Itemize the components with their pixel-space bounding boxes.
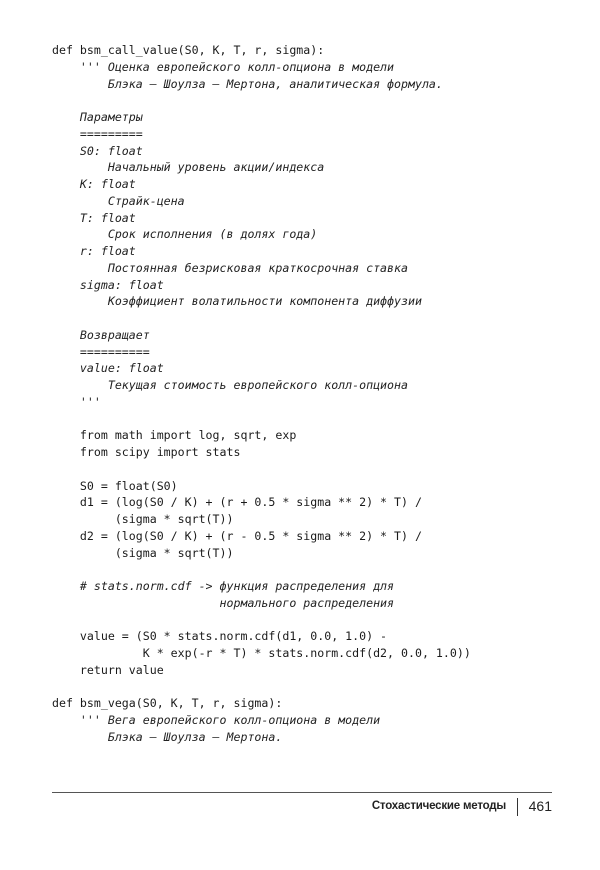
code-line: (sigma * sqrt(T)) (52, 545, 234, 560)
code-line: # stats.norm.cdf -> функция распределения для (52, 579, 395, 593)
code-line: d1 = (log(S0 / K) + (r + 0.5 * sigma ** 2) * T) / (52, 495, 422, 510)
blank-line (52, 411, 592, 428)
code-line: Текущая стоимость европейского колл-опциона (52, 378, 408, 392)
code-line: def bsm_call_value(S0, K, T, r, sigma): (52, 43, 325, 57)
code-line: нормального распределения (52, 595, 395, 610)
code-line: S0: float (52, 143, 143, 158)
blank-line (52, 310, 592, 327)
page-footer (0, 798, 552, 818)
code-line: r: float (52, 244, 136, 258)
blank-line (52, 612, 592, 629)
code-line: value = (S0 * stats.norm.cdf(d1, 0.0, 1.0) - (52, 629, 388, 644)
code-line: from scipy import stats (52, 445, 241, 459)
code-line: Блэка – Шоулза – Мертона. (52, 729, 283, 744)
code-line: ''' (52, 394, 101, 409)
code-line: ========= (52, 126, 143, 141)
code-line: Начальный уровень акции/индекса (52, 160, 325, 175)
code-line: K * exp(-r * T) * stats.norm.cdf(d2, 0.0, 1.0)) (52, 646, 471, 660)
blank-line (52, 679, 592, 696)
code-line: return value (52, 662, 164, 677)
footer-rule (52, 792, 552, 793)
blank-line (52, 561, 592, 578)
code-line: Возвращает (52, 327, 150, 342)
code-line: Срок исполнения (в долях года) (52, 227, 318, 242)
code-line: Страйк-цена (52, 193, 185, 208)
code-line: T: float (52, 210, 136, 225)
blank-line (52, 461, 592, 478)
code-line: Параметры (52, 110, 143, 124)
page-number: 461 (528, 798, 552, 814)
code-listing (52, 42, 592, 746)
footer-separator (517, 798, 518, 816)
code-line: d2 = (log(S0 / K) + (r - 0.5 * sigma ** 2) * T) / (52, 528, 422, 543)
code-line: sigma: float (52, 277, 164, 292)
code-line: from math import log, sqrt, exp (52, 428, 297, 443)
blank-line (52, 92, 592, 109)
code-line: value: float (52, 361, 164, 376)
code-line: def bsm_vega(S0, K, T, r, sigma): (52, 696, 283, 711)
running-footer-title: Стохастические методы (371, 800, 506, 812)
code-line: ''' Оценка европейского колл-опциона в модели (52, 59, 395, 74)
code-line: ''' Вега европейского колл-опциона в модели (52, 713, 381, 727)
code-line: K: float (52, 177, 136, 191)
code-line: Блэка – Шоулза – Мертона, аналитическая формула. (52, 76, 443, 91)
code-line: S0 = float(S0) (52, 478, 178, 493)
code-line: Постоянная безрисковая краткосрочная ставка (52, 260, 408, 275)
code-line: Коэффициент волатильности компонента диффузии (52, 294, 422, 309)
code-line: (sigma * sqrt(T)) (52, 512, 234, 526)
code-line: ========== (52, 344, 150, 359)
